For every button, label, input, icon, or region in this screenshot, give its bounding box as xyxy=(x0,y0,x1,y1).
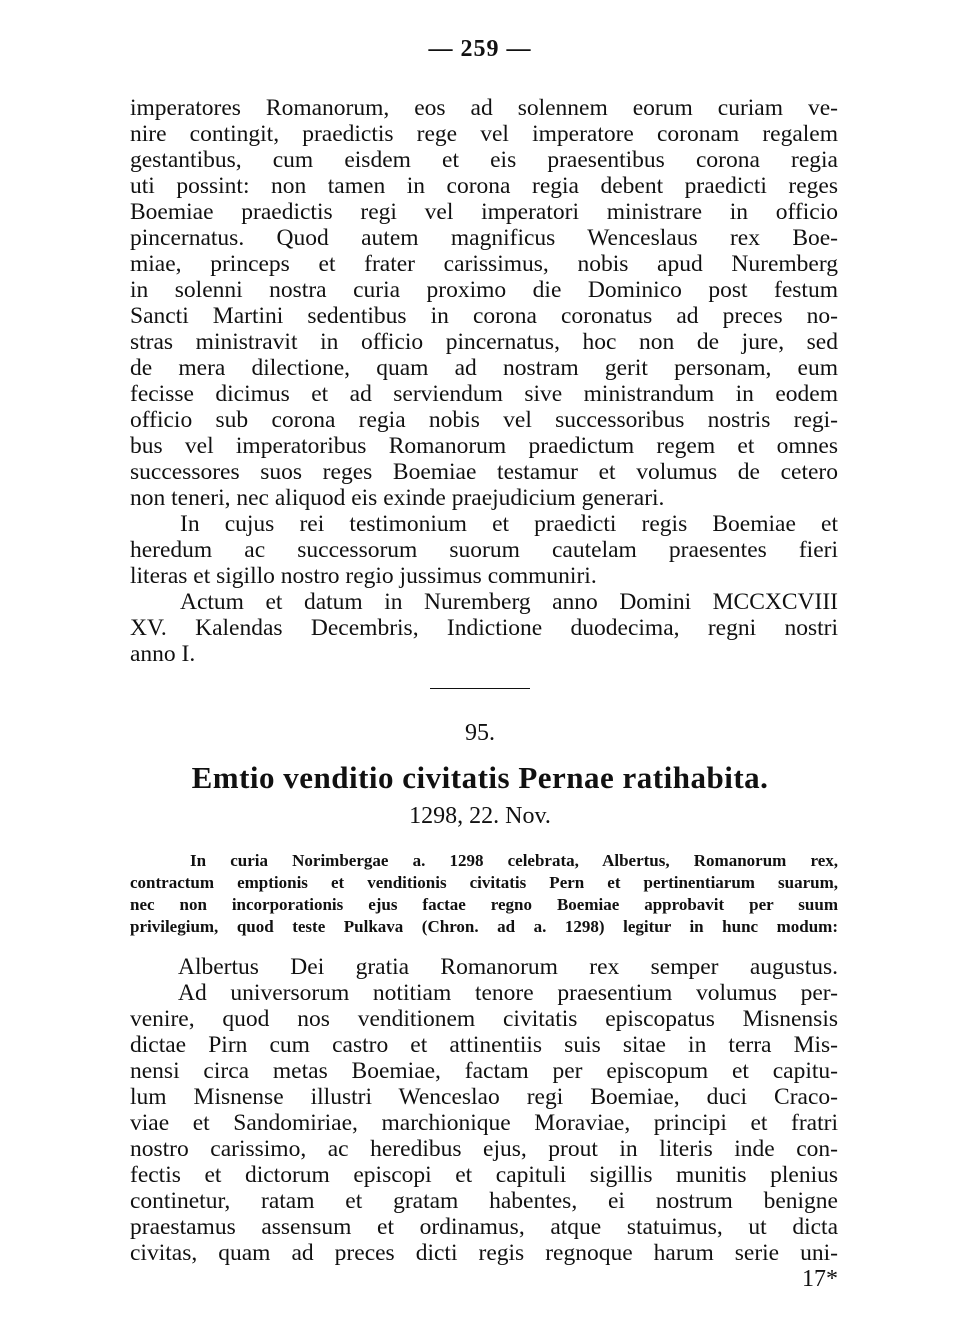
text-line: bus vel imperatoribus Romanorum praedictum regem et omnes xyxy=(130,433,838,459)
text-line: non teneri, nec aliquod eis exinde praejudicium generari. xyxy=(130,485,665,511)
note-line: In curia Norimbergae a. 1298 celebrata, Albertus, Romanorum rex, xyxy=(190,851,838,870)
text-line: gestantibus, cum eisdem et eis praesentibus corona regia xyxy=(130,147,838,173)
text-line: de mera dilectione, quam ad nostram gerit personam, eum xyxy=(130,355,838,381)
page-number: — 259 — xyxy=(428,36,532,62)
document-number: 95. xyxy=(465,720,495,746)
note-line: contractum emptionis et venditionis civitatis Pern et pertinentiarum suarum, xyxy=(130,873,838,892)
text-line: lum Misnense illustri Wenceslao regi Boemiae, duci Craco- xyxy=(130,1084,838,1110)
text-line: XV. Kalendas Decembris, Indictione duodecima, regni nostri xyxy=(130,615,838,641)
text-line: successores suos reges Boemiae testamur et volumus de cetero xyxy=(130,459,838,485)
section-divider xyxy=(430,688,530,689)
text-line: nire contingit, praedictis rege vel imperatore coronam regalem xyxy=(130,121,838,147)
text-line: Boemiae praedictis regi vel imperatori ministrare in officio xyxy=(130,199,838,225)
text-line: pincernatus. Quod autem magnificus Wenceslaus rex Boe- xyxy=(130,225,838,251)
text-line: officio sub corona regia nobis vel successoribus nostris regi- xyxy=(130,407,838,433)
text-line: praestamus assensum et ordinamus, atque statuimus, ut dicta xyxy=(130,1214,838,1240)
document-title: Emtio venditio civitatis Pernae ratihabita. xyxy=(191,760,769,795)
note-line: privilegium, quod teste Pulkava (Chron. ad a. 1298) legitur in hunc modum: xyxy=(130,917,838,936)
document-date: 1298, 22. Nov. xyxy=(409,803,551,829)
text-line: venire, quod nos venditionem civitatis episcopatus Misnensis xyxy=(130,1006,838,1032)
text-line: continetur, ratam et gratam habentes, ei nostrum benigne xyxy=(130,1188,838,1214)
text-line: fecisse dicimus et ad serviendum sive ministrandum in eodem xyxy=(130,381,838,407)
text-line: imperatores Romanorum, eos ad solennem eorum curiam ve- xyxy=(130,95,838,121)
text-line: viae et Sandomiriae, marchionique Moraviae, principi et fratri xyxy=(130,1110,838,1136)
text-line: Ad universorum notitiam tenore praesentium volumus per- xyxy=(178,980,838,1006)
text-line: Albertus Dei gratia Romanorum rex semper augustus. xyxy=(178,954,838,980)
text-line: In cujus rei testimonium et praedicti regis Boemiae et xyxy=(180,511,838,537)
text-line: nostro carissimo, ac heredibus ejus, prout in literis inde con- xyxy=(130,1136,838,1162)
text-line: stras ministravit in officio pincernatus, hoc non de jure, sed xyxy=(130,329,838,355)
text-line: uti possint: non tamen in corona regia debent praedicti reges xyxy=(130,173,838,199)
text-line: nensi circa metas Boemiae, factam per episcopum et capitu- xyxy=(130,1058,838,1084)
text-line: civitas, quam ad preces dicti regis regnoque harum serie uni- xyxy=(130,1240,838,1266)
text-line: fectis et dictorum episcopi et capituli sigillis munitis plenius xyxy=(130,1162,838,1188)
text-line: Sancti Martini sedentibus in corona coronatus ad preces no- xyxy=(130,303,838,329)
text-line: anno I. xyxy=(130,641,196,667)
text-line: Actum et datum in Nuremberg anno Domini MCCXCVIII xyxy=(180,589,838,615)
text-line: miae, princeps et frater carissimus, nobis apud Nuremberg xyxy=(130,251,838,277)
note-line: nec non incorporationis ejus factae regno Boemiae approbavit per suum xyxy=(130,895,838,914)
text-line: dictae Pirn cum castro et attinentiis suis sitae in terra Mis- xyxy=(130,1032,838,1058)
text-line: heredum ac successorum suorum cautelam praesentes fieri xyxy=(130,537,838,563)
text-line: literas et sigillo nostro regio jussimus communiri. xyxy=(130,563,597,589)
text-line: in solenni nostra curia proximo die Dominico post festum xyxy=(130,277,838,303)
signature-mark: 17* xyxy=(802,1266,838,1292)
